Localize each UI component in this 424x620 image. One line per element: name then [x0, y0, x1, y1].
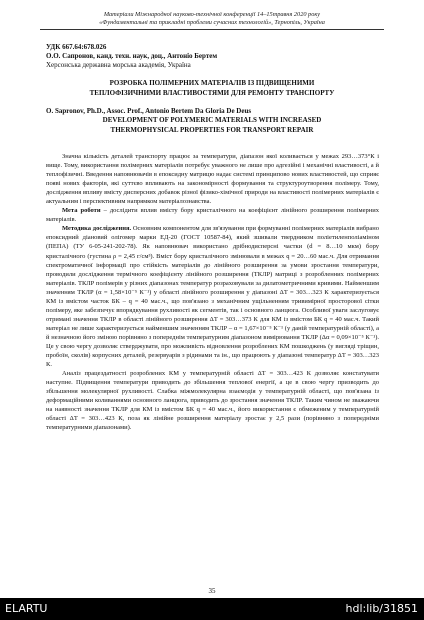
- goal-label: Мета роботи: [62, 207, 101, 215]
- udk-code: УДК 667.64:678.026: [46, 43, 107, 51]
- goal-paragraph: [46, 206, 379, 224]
- method-label: Методика дослідження.: [62, 225, 132, 233]
- authors-ua: О.О. Сапронов, канд. техн. наук, доц., Антоніо Бертем: [46, 52, 218, 60]
- goal-text: – дослідити вплив вмісту бору кристалічного на коефіцієнт лінійного розширення полімерних матеріалів.: [46, 207, 380, 224]
- title-en-line: THERMOPHYSICAL PROPERTIES FOR TRANSPORT REPAIR: [110, 125, 314, 134]
- handle-id: hdl:lib/31851: [345, 602, 418, 615]
- page-number: 35: [208, 587, 216, 595]
- intro-paragraph: Значна кількість деталей транспорту працює за температури, діапазон якої коливається у межах 293…373°К і вище. Тому, використання полімерних матеріалів потребує уважного не лише про адгезійні і механічні властивості, а й теплофізичні. Введення наповнювачів в епоксидну матрицю надає системі принципово нових властивостей, що сприяє появі нових факторів, які суттєво впливають на закономірності формування та структуроутворення полімеру. Тому, дослідження впливу вмісту дисперсних добавок різної фізико-хімічної природи на властивості полімерних матеріалів є актуальним і перспективним напрямком матеріалознавства.: [46, 153, 379, 206]
- method-text: Основним компонентом для зв'язування при формуванні полімерних матеріалів вибрано епоксидний діановий олігомер марки ЕД-20 (ГОСТ 10587-84), який зшивали твердником поліетиленполіаміном (ПЕПА) (ТУ 6-05-241-202-78). Як наповнювач використано дрібнодисперсні частки (d = 8…10 мкм) бору кристалічного (густина ρ = 2,45 г/см³). Вміст бору кристалічного змінювали в межах q = 20…60 мас.ч. Для отримання спектроматичної інформації про стійкість матеріалів до лінійного розширення за умови зростання температури, проводили дослідження термічного коефіцієнту лінійного розширення (ТКЛР) матриці з розробленних полімерних матеріалів. ТКЛР полімерів у різних діапазонах температур розраховували за дилатометричними кривими. Найменшим значенням ТКЛР (α = 1,58×10⁻⁵ К⁻¹) у області лінійного розширення у діапазоні ΔT = 303…323 К характеризується КМ із вмістом часток БК – q = 40 мас.ч., що пов'язано з механічним ущільненням тривимірної просторової сітки полімеру, яке забезпечує впорядкування рухливості як сегментів, так і основного ланцюга. Особливої уваги заслуговує отримані значення ТКЛР в області лінійного розширення ΔT = 303…373 К для КМ із вмістом БК q = 40 мас.ч. Такий матеріал не лише характеризується найменшим значенням ТКЛР – α = 1,67×10⁻⁵ К⁻¹ (у даній температурній області), а й незначною його зміною порівняно з попереднім температурним діапазоном вимірювання ТКЛР (Δα = 0,09×10⁻⁵ К⁻¹). Це у свою чергу дозволяє стверджувати, про можливість відновлення розроблених КМ пошкоджень (у вигляді тріщин, пробоїн, сколів) корпусних деталей, резервуарів з рідинами та ін., що працюють у діапазоні температур ΔT = 303…323 К.: [46, 225, 379, 369]
- title-en-line: DEVELOPMENT OF POLYMERIC MATERIALS WITH INCREASED: [102, 116, 322, 124]
- title-en: [40, 116, 384, 135]
- title-ua-line: ТЕПЛОФІЗИЧНИМИ ВЛАСТИВОСТЯМИ ДЛЯ РЕМОНТУ ТРАНСПОРТУ: [89, 88, 335, 97]
- header-line-1: Матеріали Міжнародної науково-технічної конференції 14–15травня 2020 року: [103, 11, 321, 18]
- title-ua-line: РОЗРОБКА ПОЛІМЕРНИХ МАТЕРІАЛІВ ІЗ ПІДВИЩЕНИМИ: [109, 79, 315, 87]
- authors-en: O. Sapronov, Ph.D., Assoc. Prof., Antonio Bertem Da Gloria De Deus: [46, 107, 252, 115]
- header-line-2: «Фундаментальні та прикладні проблеми сучасних технологій», Тернопіль, Україна: [99, 19, 325, 26]
- repository-name: ELARTU: [5, 602, 48, 615]
- conclusion-paragraph: Аналіз працездатності розроблених КМ у температурній області ΔT = 303…423 К дозволяє констатувати наступне. Підвищення температури приводить до збільшення теплової енергії, а це в свою чергу призводить до збільшення молекулярної рухливості. Слабка міжмолекулярна взаємодія у температурній області, що пов'язана із деформаційними коливаннями основного ланцюга, приводить до зростання значення ТКЛР. Таким чином не зважаючи на наявності значення ТКЛР для КМ із вмістом БК q = 40 мас.ч., його використання є обмеженим у температурній області ΔT = 303…423 К, поза як лінійне розширення матеріалу зростає у 2,5 рази (порівняно з попередніми температурними діапазонами).: [46, 370, 379, 432]
- title-ua: [40, 79, 384, 98]
- affiliation-ua: Херсонська державна морська академія, Україна: [46, 61, 191, 69]
- header-rule: [40, 29, 384, 30]
- repository-footer: [0, 598, 424, 620]
- article-body: [46, 152, 379, 432]
- conference-header: [40, 11, 384, 27]
- method-paragraph: [46, 224, 379, 369]
